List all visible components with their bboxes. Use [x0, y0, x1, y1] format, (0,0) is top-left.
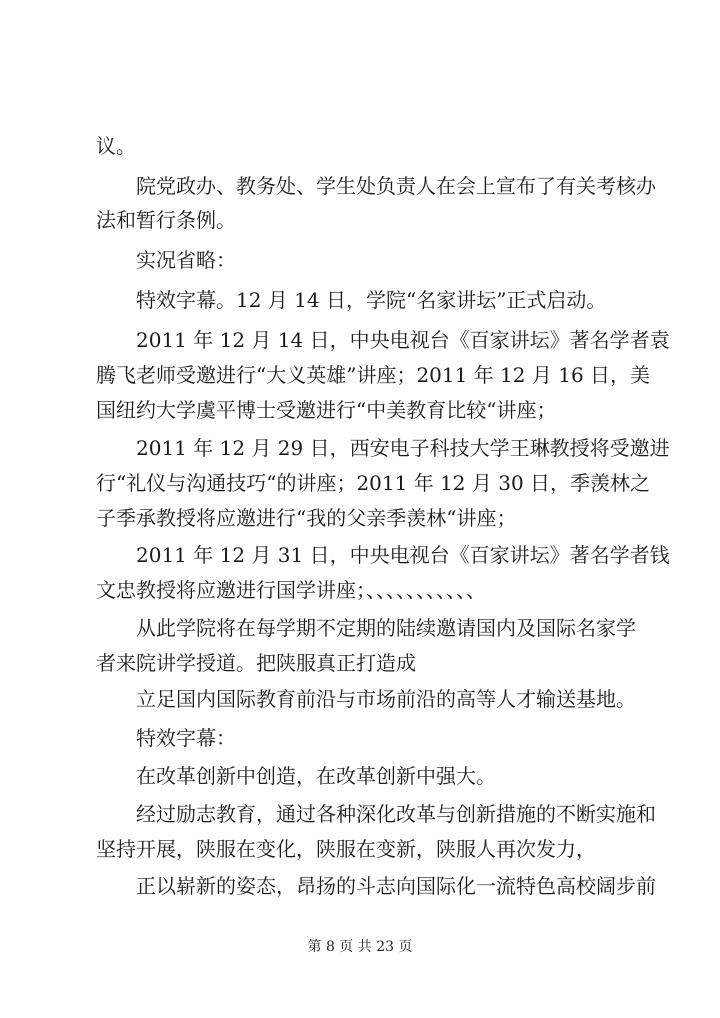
text-line: 国纽约大学虞平博士受邀进行“中美教育比较“讲座；: [96, 398, 557, 422]
text-line: 正以崭新的姿态，昂扬的斗志向国际化一流特色高校阔步前: [136, 874, 656, 898]
text-line: 议。: [96, 134, 136, 158]
text-line: 在改革创新中创造，在改革创新中强大。: [136, 764, 496, 788]
text-line: 行“礼仪与沟通技巧“的讲座；2011 年 12 月 30 日，季羡林之: [96, 471, 651, 495]
text-line: 实况省略：: [136, 248, 236, 272]
page-number-footer: 第 8 页 共 23 页: [307, 939, 413, 955]
text-line: 经过励志教育，通过各种深化改革与创新措施的不断实施和: [136, 802, 656, 826]
text-line: 从此学院将在每学期不定期的陆续邀请国内及国际名家学: [136, 616, 636, 640]
text-line: 立足国内国际教育前沿与市场前沿的高等人才输送基地。: [136, 687, 636, 711]
text-line: 2011 年 12 月 29 日，西安电子科技大学王琳教授将受邀进: [136, 436, 670, 460]
text-line: 文忠教授将应邀进行国学讲座；、、、、、、、、、、、: [96, 578, 486, 602]
text-line: 坚持开展，陕服在变化，陕服在变新，陕服人再次发力，: [96, 837, 596, 861]
text-line: 法和暂行条例。: [96, 208, 236, 232]
text-line: 者来院讲学授道。把陕服真正打造成: [96, 651, 416, 675]
text-line: 腾飞老师受邀进行“大义英雄”讲座；2011 年 12 月 16 日，美: [96, 363, 651, 387]
text-line: 2011 年 12 月 14 日，中央电视台《百家讲坛》著名学者袁: [136, 328, 670, 352]
text-line: 特效字幕。12 月 14 日，学院“名家讲坛”正式启动。: [136, 288, 607, 312]
text-line: 2011 年 12 月 31 日，中央电视台《百家讲坛》著名学者钱: [136, 543, 670, 567]
text-line: 院党政办、教务处、学生处负责人在会上宣布了有关考核办: [136, 174, 656, 198]
text-line: 特效字幕：: [136, 726, 236, 750]
text-line: 子季承教授将应邀进行“我的父亲季羡林“讲座；: [96, 506, 517, 530]
